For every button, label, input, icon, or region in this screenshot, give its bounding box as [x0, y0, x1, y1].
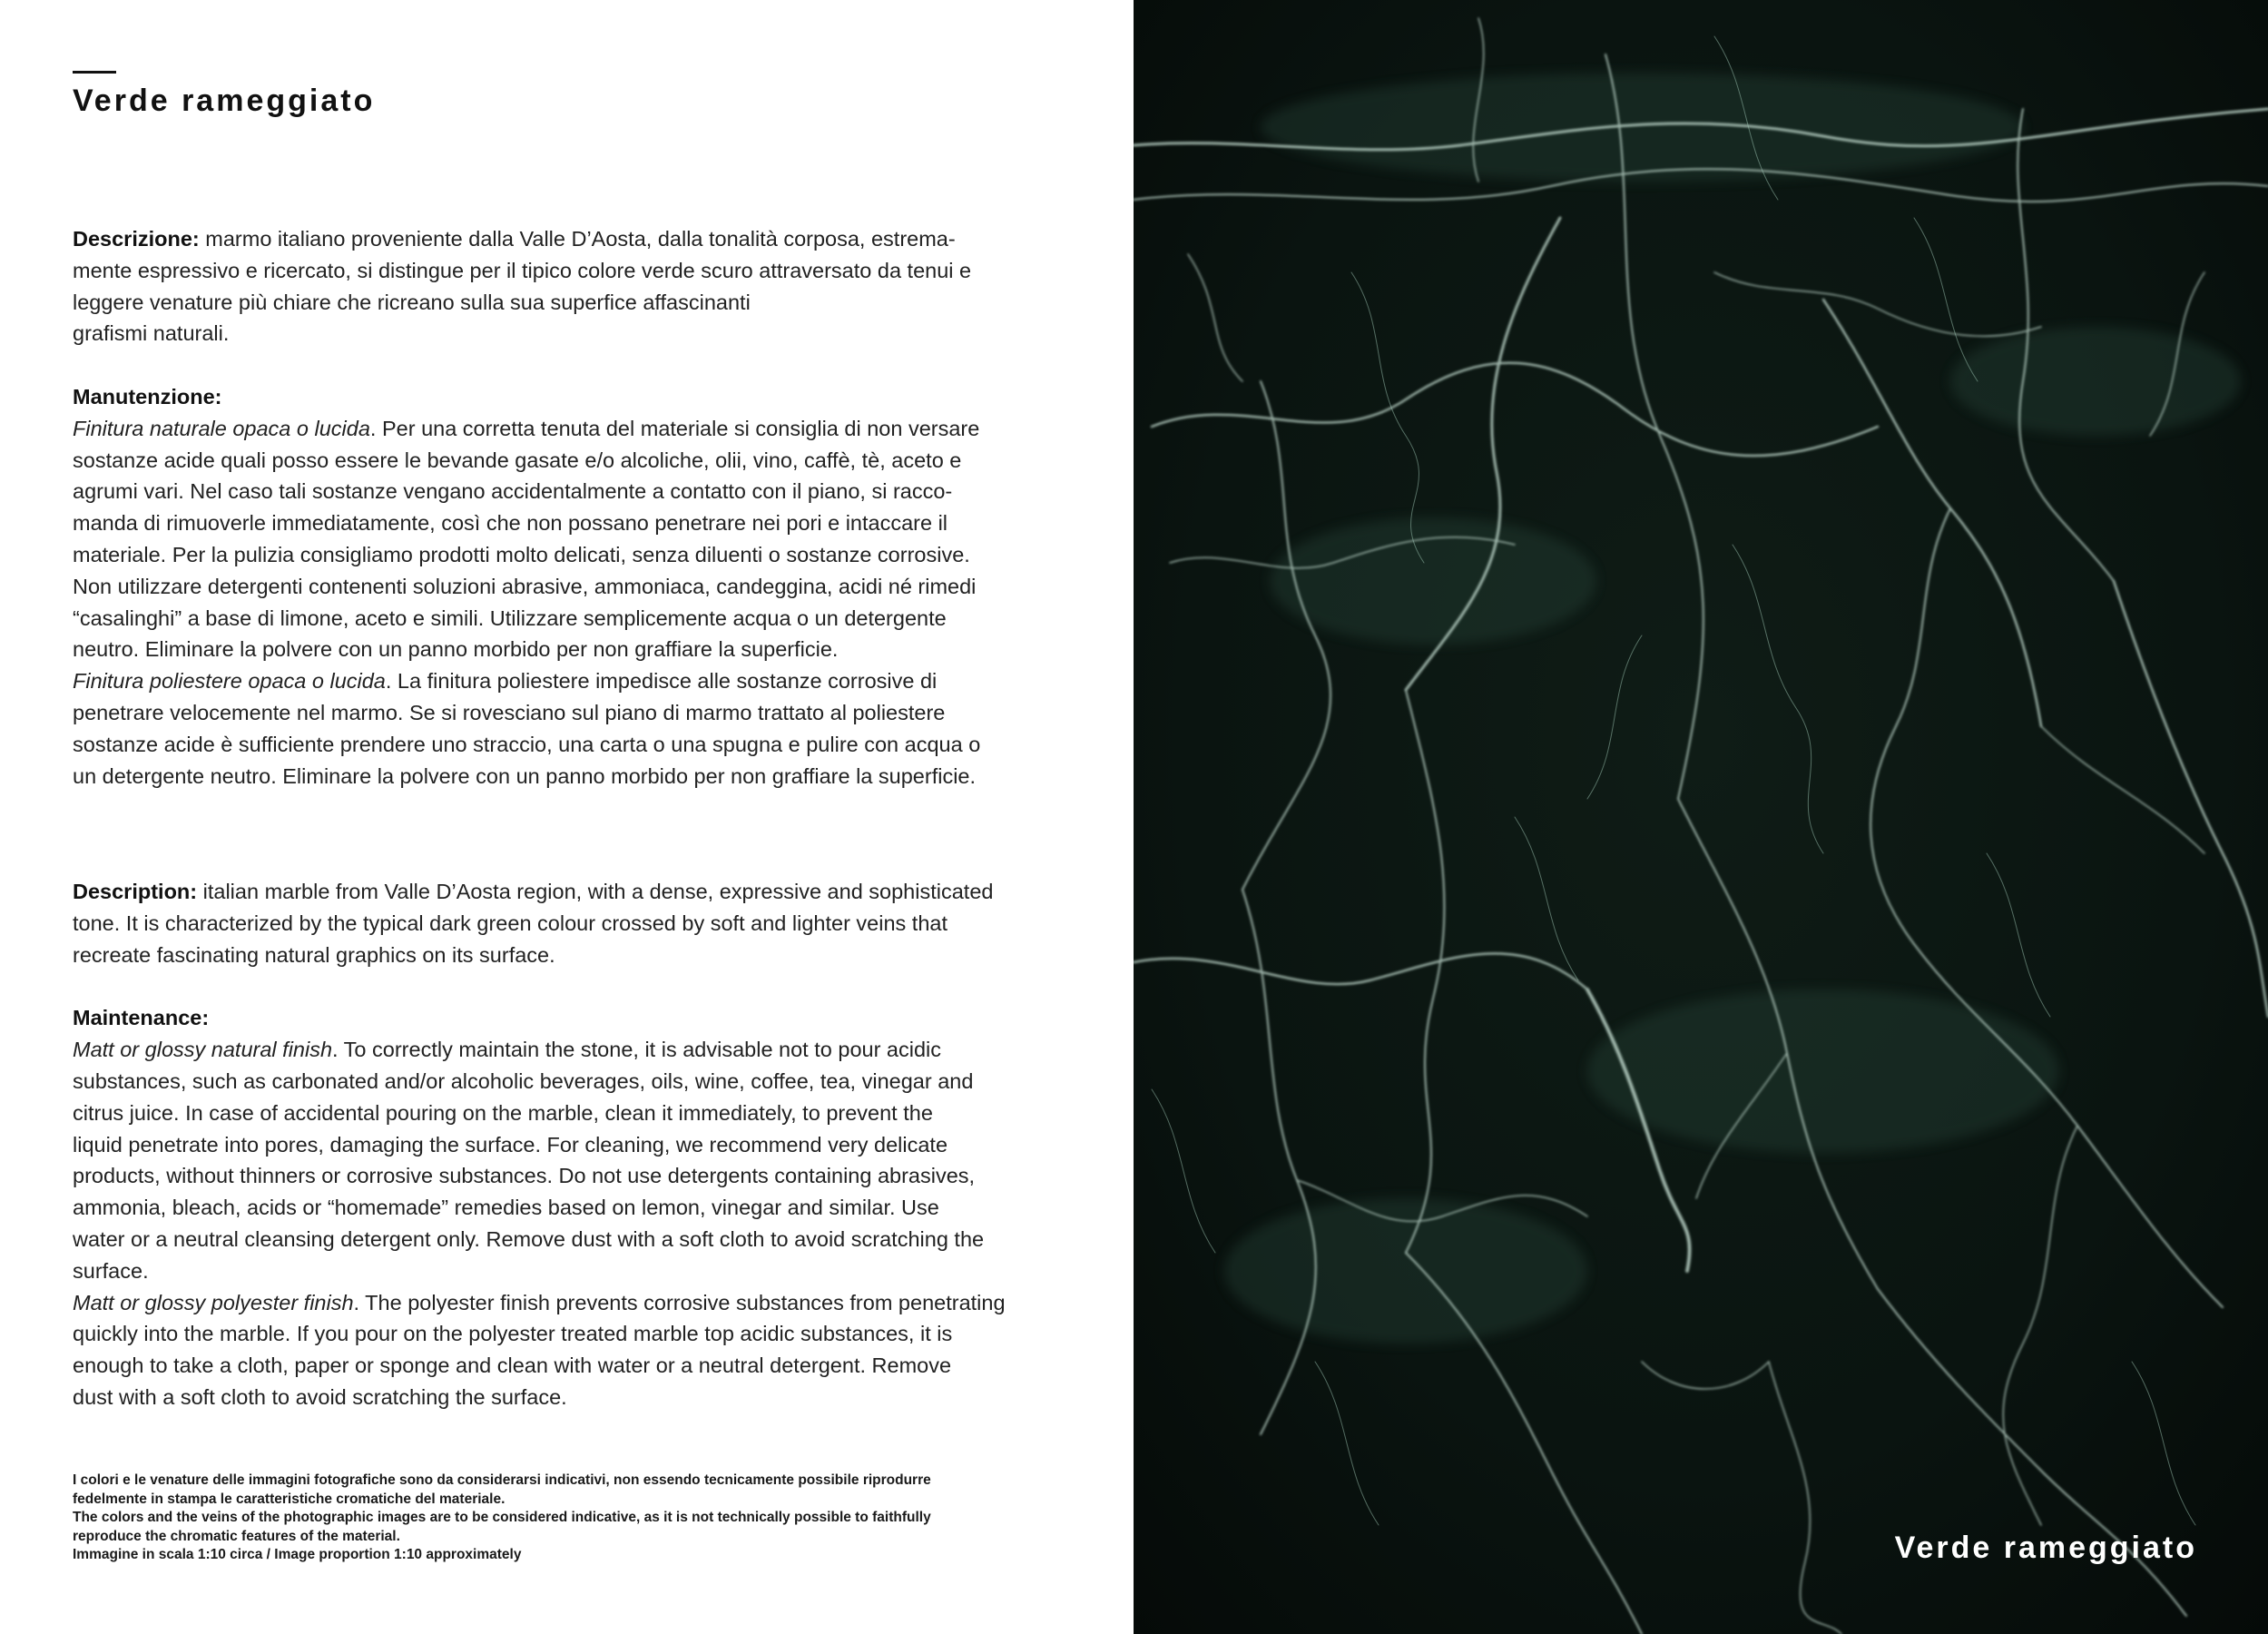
note-line: reproduce the chromatic features of the material. — [73, 1528, 400, 1544]
page-title: Verde rameggiato — [73, 84, 376, 118]
it-description-line: mente espressivo e ricercato, si distingue per il tipico colore verde scuro attraversato da tenui e — [73, 258, 972, 282]
it-description-line: grafismi naturali. — [73, 321, 230, 346]
it-description-line — [73, 223, 1080, 255]
en-finish2-line: dust with a soft cloth to avoid scratching the surface. — [73, 1384, 567, 1409]
image-caption: Verde rameggiato — [1894, 1531, 2197, 1565]
en-finish1-line: ammonia, bleach, acids or “homemade” remedies based on lemon, vinegar and similar. Use — [73, 1196, 939, 1220]
it-finish2-label: Finitura poliestere opaca o lucida — [73, 669, 386, 694]
en-finish1-line: Matt or glossy natural finish. To correctly maintain the stone, it is advisable not to pour acidic — [73, 1038, 942, 1062]
it-finish2-line: un detergente neutro. Eliminare la polvere con un panno morbido per non graffiare la superficie. — [73, 763, 977, 788]
en-finish1-line: surface. — [73, 1258, 149, 1283]
note-line: Immagine in scala 1:10 circa / Image proportion 1:10 approximately — [73, 1547, 522, 1562]
it-finish1-line: manda di rimuoverle immediatamente, così che non possano penetrare nei pori e intaccare il — [73, 511, 948, 536]
it-finish1-line: Finitura naturale opaca o lucida. Per una corretta tenuta del materiale si consiglia di non versare — [73, 416, 980, 440]
body-text — [73, 223, 1080, 1413]
en-finish1-line: citrus juice. In case of accidental pouring on the marble, clean it immediately, to prevent the — [73, 1100, 933, 1125]
en-description-line: recreate fascinating natural graphics on its surface. — [73, 942, 555, 967]
it-finish2-line: penetrare velocemente nel marmo. Se si rovesciano sul piano di marmo trattato al poliestere — [73, 700, 946, 724]
it-finish1-line: materiale. Per la pulizia consigliamo prodotti molto delicati, senza diluenti o sostanze corrosive. — [73, 542, 970, 566]
en-description-line: tone. It is characterized by the typical dark green colour crossed by soft and lighter veins that — [73, 911, 948, 935]
en-finish1-line: products, without thinners or corrosive substances. Do not use detergents containing abrasives, — [73, 1164, 976, 1188]
en-description-line — [73, 876, 1080, 908]
it-maintenance-label: Manutenzione: — [73, 384, 222, 408]
en-finish2-label: Matt or glossy polyester finish — [73, 1290, 354, 1314]
it-finish2-line: sostanze acide è sufficiente prendere uno straccio, una carta o una spugna e pulire con acqua o — [73, 732, 981, 756]
en-finish2-line: Matt or glossy polyester finish. The polyester finish prevents corrosive substances from penetrating — [73, 1290, 1006, 1314]
it-finish1-line: “casalinghi” a base di limone, aceto e simili. Utilizzare semplicemente acqua o un detergente — [73, 605, 947, 630]
en-finish1-line: water or a neutral cleansing detergent only. Remove dust with a soft cloth to avoid scratching the — [73, 1226, 985, 1251]
en-description-label: Description: — [73, 880, 198, 904]
it-description-line: leggere venature più chiare che ricreano sulla sua superfice affascinanti — [73, 290, 751, 314]
note-line: fedelmente in stampa le caratteristiche cromatiche del materiale. — [73, 1491, 506, 1507]
note-line: I colori e le venature delle immagini fotografiche sono da considerarsi indicativi, non essendo tecnicamente possibile riprodurre — [73, 1472, 931, 1488]
it-finish1-line: agrumi vari. Nel caso tali sostanze vengano accidentalmente a contatto con il piano, si racco- — [73, 479, 953, 504]
title-rule — [73, 71, 116, 74]
en-finish2-line: enough to take a cloth, paper or sponge and clean with water or a neutral detergent. Remove — [73, 1353, 952, 1378]
en-description-text: italian marble from Valle D’Aosta region, with a dense, expressive and sophisticated — [197, 880, 994, 904]
marble-image — [1134, 0, 2268, 1634]
note-line: The colors and the veins of the photographic images are to be considered indicative, as it is not technically possible to faithfully — [73, 1510, 931, 1525]
it-finish1-line: Non utilizzare detergenti contenenti soluzioni abrasive, ammoniaca, candeggina, acidi né rimedi — [73, 574, 977, 598]
it-finish1-line: sostanze acide quali posso essere le bevande gasate e/o alcoliche, olii, vino, caffè, tè, aceto e — [73, 448, 962, 472]
it-description-text: marmo italiano proveniente dalla Valle D’Aosta, dalla tonalità corposa, estrema- — [199, 227, 956, 251]
en-finish1-line: substances, such as carbonated and/or alcoholic beverages, oils, wine, coffee, tea, vinegar and — [73, 1068, 974, 1093]
en-finish1-label: Matt or glossy natural finish — [73, 1038, 333, 1062]
disclaimer-notes — [73, 1472, 1080, 1565]
en-finish1-line: liquid penetrate into pores, damaging the surface. For cleaning, we recommend very delicate — [73, 1132, 948, 1157]
en-maintenance-label: Maintenance: — [73, 1006, 210, 1030]
it-finish1-label: Finitura naturale opaca o lucida — [73, 416, 370, 440]
it-description-label: Descrizione: — [73, 227, 200, 251]
en-finish2-line: quickly into the marble. If you pour on the polyester treated marble top acidic substances, it is — [73, 1322, 953, 1346]
marble-texture — [1134, 0, 2268, 1634]
it-finish2-line: Finitura poliestere opaca o lucida. La finitura poliestere impedisce alle sostanze corrosive di — [73, 669, 938, 694]
it-finish1-line: neutro. Eliminare la polvere con un panno morbido per non graffiare la superficie. — [73, 637, 839, 662]
